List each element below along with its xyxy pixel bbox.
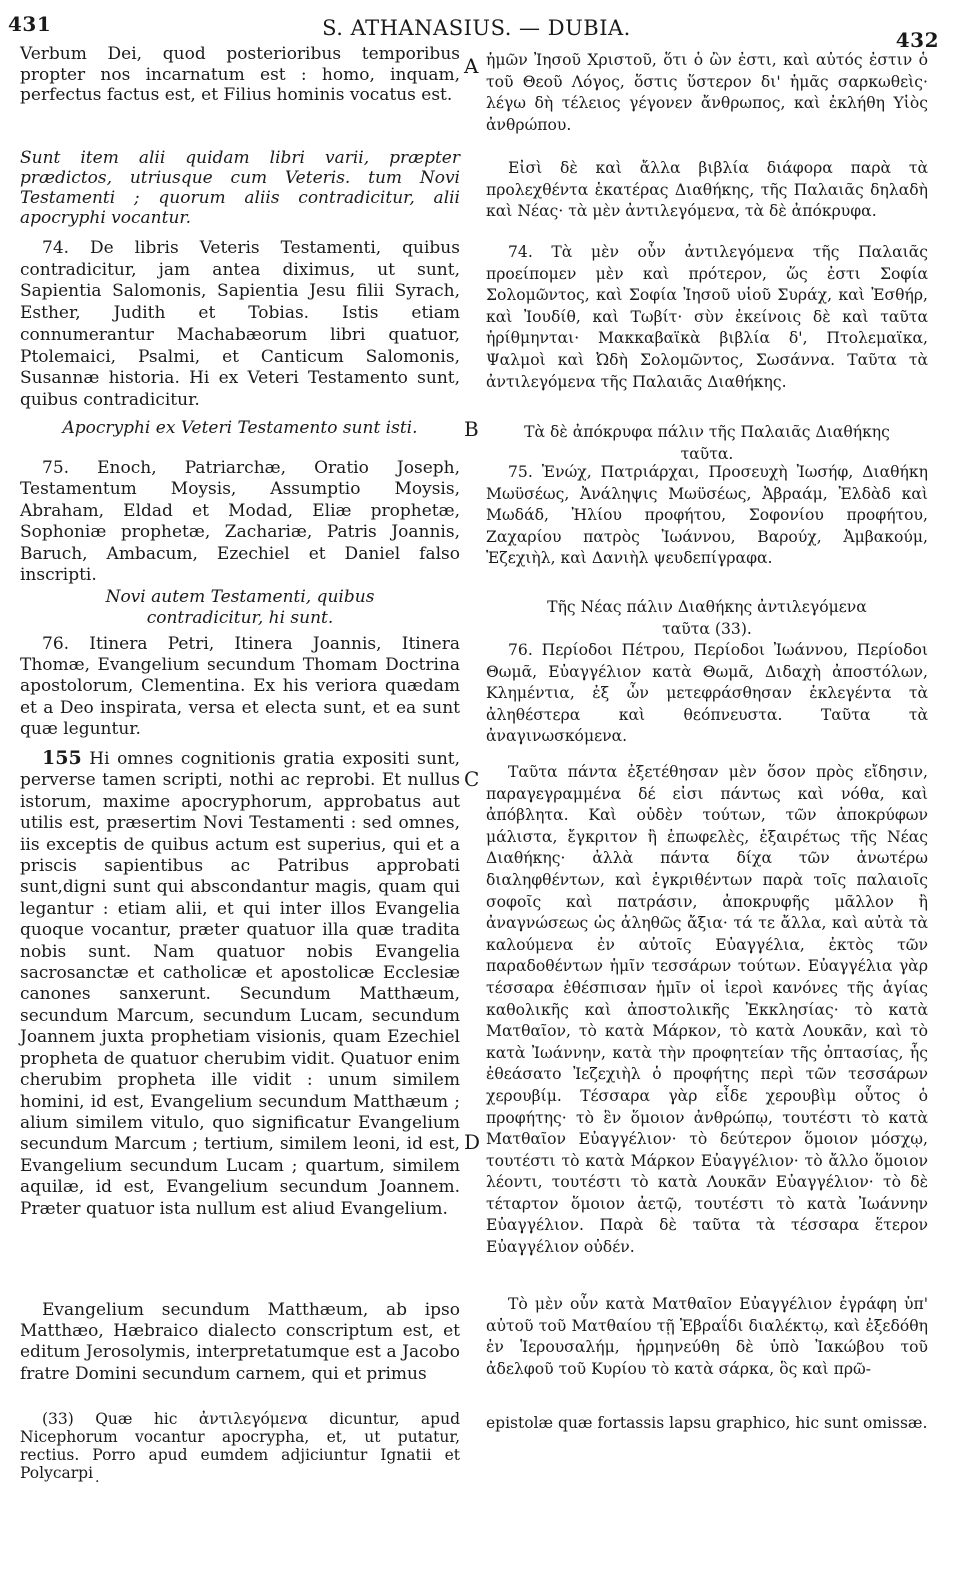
greek-paragraph-other-books: Εἰσὶ δὲ καὶ ἄλλα βιβλία διάφορα παρὰ τὰ προλεχθέντα ἑκατέρας Διαθήκης, τῆς Παλαιᾶς δηλαδὴ καὶ Νέας· τὰ μὲν ἀντιλεγόμενα, τὰ δὲ ἀπόκρυφα.	[486, 159, 928, 221]
latin-footnote-33: (33) Quæ hic ἀντιλεγόμενα dicuntur, apud Nicephorum vocantur apocrypha, et, ut putatur, rectius. Porro apud eumdem adjiciuntur Ignatii et Polycarpi	[20, 1410, 460, 1482]
stray-mark: .	[95, 1470, 100, 1486]
latin-paragraph-76: 76. Itinera Petri, Itinera Joannis, Itinera Thomæ, Evangelium secundum Thomam Doctrina apostolorum, Clementina. Ex his veriora quædam et a Deo inspirata, versa et electa sunt, et ea sunt quæ leguntur.	[20, 634, 460, 739]
margin-letter-c: C	[464, 767, 480, 791]
latin-heading-nt-disputed: Novi autem Testamenti, quibus contradicitur, hi sunt.	[105, 587, 375, 628]
margin-letter-b: B	[464, 417, 479, 441]
latin-paragraph-74: 74. De libris Veteris Testamenti, quibus contradicitur, jam antea diximus, ut sunt, Sapientia Salomonis, Sapientia Jesu filii Syrach, Esther, Judith et Tobias. Istis etiam connumerantur Machabæorum libri quatuor, Ptolemaici, Psalmi, et Canticum Salomonis, Susannæ historia. Hi ex Veteri Testamento sunt, quibus contradicitur.	[20, 238, 460, 410]
page-number-left: 431	[8, 12, 52, 36]
greek-heading-nt-disputed: Τῆς Νέας πάλιν Διαθήκης ἀντιλεγόμενα ταῦτα (33).	[547, 598, 867, 638]
greek-paragraph-intro: ἡμῶν Ἰησοῦ Χριστοῦ, ὅτι ὁ ὢν ἐστι, καὶ αὐτός ἐστιν ὁ τοῦ Θεοῦ Λόγος, ὅστις ὕστερον δι' ἡμᾶς σαρκωθεὶς· λέγω δὴ τέλειος γέγονεν ἄνθρωπος, καὶ ἐκλήθη Υἱὸς ἀνθρώπου.	[486, 51, 928, 134]
greek-paragraph-matthew: Τὸ μὲν οὖν κατὰ Ματθαῖον Εὐαγγέλιον ἐγράφη ὑπ' αὐτοῦ τοῦ Ματθαίου τῇ Ἑβραΐδι διαλέκτῳ, καὶ ἐξεδόθη ἐν Ἱερουσαλήμ, ἡρμηνεύθη δὲ ὑπὸ Ἰακώβου τοῦ ἀδελφοῦ τοῦ Κυρίου τὸ κατὰ σάρκα, ὃς καὶ πρῶ-	[486, 1295, 928, 1378]
latin-paragraph-155-text: Hi omnes cognitionis gratia expositi sunt, perverse tamen scripti, nothi ac reprobi. Et nullus istorum, maxime apocryphorum, approbatus aut utilis est, præsertim Novi Testamenti : sed omnes, iis exceptis de quibus actum est superius, qui et a priscis sapientibus ac Patribus approbati sunt,digni sunt qui abscondantur magis, quam qui legantur : etiam alii, et qui inter illos Evangelia quoque vocantur, præter quatuor illa quæ tradita nobis sunt. Nam quatuor nobis Evangelia sacrosanctæ et catholicæ et apostolicæ Ecclesiæ canones sanxerunt. Secundum Matthæum, secundum Marcum, secundum Lucam, secundum Joannem juxta prophetiam visionis, quam Ezechiel propheta de quatuor cherubim vidit. Quatuor enim cherubim propheta ille vidit : unum similem homini, id est, Evangelium secundum Matthæum ; alium similem vitulo, quo significatur Evangelium secundum Marcum ; tertium, similem leoni, id est, Evangelium secundum Lucam ; quartum, similem aquilæ, id est, Evangelium secundum Joannem. Præter quatuor ista nullum est aliud Evangelium.	[20, 749, 460, 1219]
greek-paragraph-76: 76. Περίοδοι Πέτρου, Περίοδοι Ἰωάννου, Περίοδοι Θωμᾶ, Εὐαγγέλιον κατὰ Θωμᾶ, Διδαχὴ ἀποστόλων, Κλημέντια, ἐξ ὧν μετεφράσθησαν ἐκλεγέντα τὰ ἀληθέστερα καὶ θεόπνευστα. Ταῦτα τὰ ἀναγινωσκόμενα.	[486, 641, 928, 746]
margin-letter-d: D	[464, 1130, 481, 1154]
latin-heading-other-books: Sunt item alii quidam libri varii, præpter prædictos, utriusque cum Veteris. tum Novi Testamenti ; quorum aliis contradicitur, alii apocryphi vocantur.	[20, 148, 460, 228]
running-title: S. ATHANASIUS. — DUBIA.	[322, 16, 631, 40]
greek-heading-apocrypha-ot: Τὰ δὲ ἀπόκρυφα πάλιν τῆς Παλαιᾶς Διαθήκης ταῦτα.	[524, 423, 890, 463]
greek-paragraph-155: Ταῦτα πάντα ἐξετέθησαν μὲν ὅσον πρὸς εἴδησιν, παραγεγραμμένα δέ εἰσι πάντως καὶ νόθα, καὶ ἀπόβλητα. Καὶ οὐδὲν τούτων, τῶν ἀποκρύφων μάλιστα, ἔγκριτον ἢ ἐπωφελὲς, ἐξαιρέτως τῆς Νέας Διαθήκης· ἀλλὰ πάντα δίχα τῶν ἀνωτέρω διαληφθέντων, καὶ ἐγκριθέντων παρὰ τοῖς παλαιοῖς σοφοῖς καὶ πατράσιν, ἀποκρυφῆς μᾶλλον ἢ ἀναγνώσεως ὡς ἀληθῶς ἄξια· τά τε ἄλλα, καὶ αὐτὰ τὰ καλούμενα ἐν αὐτοῖς Εὐαγγέλια, ἐκτὸς τῶν παραδοθέντων ἡμῖν τεσσάρων τούτων. Εὐαγγέλια γὰρ τέσσαρα ἐθέσπισαν ἡμῖν οἱ ἱεροὶ κανόνες τῆς ἁγίας καθολικῆς καὶ ἀποστολικῆς Ἐκκλησίας· τὸ κατὰ Ματθαῖον, τὸ κατὰ Μάρκον, τὸ κατὰ Λουκᾶν, καὶ τὸ κατὰ Ἰωάννην, κατὰ τὴν προφητείαν τῆς ὀπτασίας, ἧς ἐθεάσατο Ἰεζεχιὴλ ὁ προφήτης περὶ τῶν τεσσάρων χερουβίμ. Τέσσαρα γὰρ εἶδε χερουβὶμ οὗτος ὁ προφήτης· τὸ ἓν ὅμοιον ἀνθρώπῳ, τουτέστι τὸ κατὰ Ματθαῖον Εὐαγγέλιον· τὸ δεύτερον ὅμοιον μόσχῳ, τουτέστι τὸ κατὰ Μάρκον Εὐαγγέλιον· τὸ ἄλλο ὅμοιον λέοντι, τουτέστι τὸ κατὰ Λουκᾶν Εὐαγγέλιον· τὸ δὲ τέταρτον ὅμοιον ἀετῷ, τουτέστι τὸ κατὰ Ἰωάννην Εὐαγγέλιον. Παρὰ δὲ ταῦτα τὰ τέσσαρα ἕτερον Εὐαγγέλιον οὐδέν.	[486, 763, 928, 1257]
latin-paragraph-75: 75. Enoch, Patriarchæ, Oratio Joseph, Testamentum Moysis, Assumptio Moysis, Abraham, Eldad et Modad, Eliæ prophetæ, Sophoniæ prophetæ, Zachariæ, Patris Joannis, Baruch, Ambacum, Ezechiel et Daniel falso inscripti.	[20, 458, 460, 586]
column-number-155: 155	[42, 747, 82, 769]
greek-footnote-continuation: epistolæ quæ fortassis lapsu graphico, hic sunt omissæ.	[486, 1414, 928, 1432]
greek-paragraph-75: 75. Ἐνώχ, Πατριάρχαι, Προσευχὴ Ἰωσήφ, Διαθήκη Μωϋσέως, Ἀνάληψις Μωϋσέως, Ἀβραάμ, Ἐλδὰδ καὶ Μωδάδ, Ἠλίου προφήτου, Σοφονίου προφήτου, Ζαχαρίου πατρὸς Ἰωάννου, Βαρούχ, Ἀμβακούμ, Ἐζεχιὴλ, καὶ Δανιὴλ ψευδεπίγραφα.	[486, 463, 928, 568]
page-number-right: 432	[895, 28, 939, 52]
latin-paragraph-intro: Verbum Dei, quod posterioribus temporibus propter nos incarnatum est : homo, inquam, perfectus factus est, et Filius hominis vocatus est.	[20, 44, 460, 106]
greek-paragraph-74: 74. Τὰ μὲν οὖν ἀντιλεγόμενα τῆς Παλαιᾶς προείπομεν μὲν καὶ πρότερον, ὥς ἐστι Σοφία Σολομῶντος, καὶ Σοφία Ἰησοῦ υἱοῦ Συράχ, καὶ Ἐσθήρ, καὶ Ἰουδίθ, καὶ Τωβίτ· σὺν ἐκείνοις δὲ καὶ ταῦτα ἠρίθμηνται· Μακκαβαϊκὰ βιβλία δ', Πτολεμαϊκα, Ψαλμοὶ καὶ Ὠδὴ Σολομῶντος, Σωσάννα. Ταῦτα τὰ ἀντιλεγόμενα τῆς Παλαιᾶς Διαθήκης.	[486, 243, 928, 391]
latin-heading-apocrypha-ot: Apocryphi ex Veteri Testamento sunt isti.	[62, 418, 418, 438]
margin-letter-a: A	[464, 54, 479, 78]
latin-paragraph-155	[20, 748, 460, 1220]
latin-paragraph-matthew: Evangelium secundum Matthæum, ab ipso Matthæo, Hæbraico dialecto conscriptum est, et editum Jerosolymis, interpretatumque est a Jacobo fratre Domini secundum carnem, qui et primus	[20, 1300, 460, 1384]
